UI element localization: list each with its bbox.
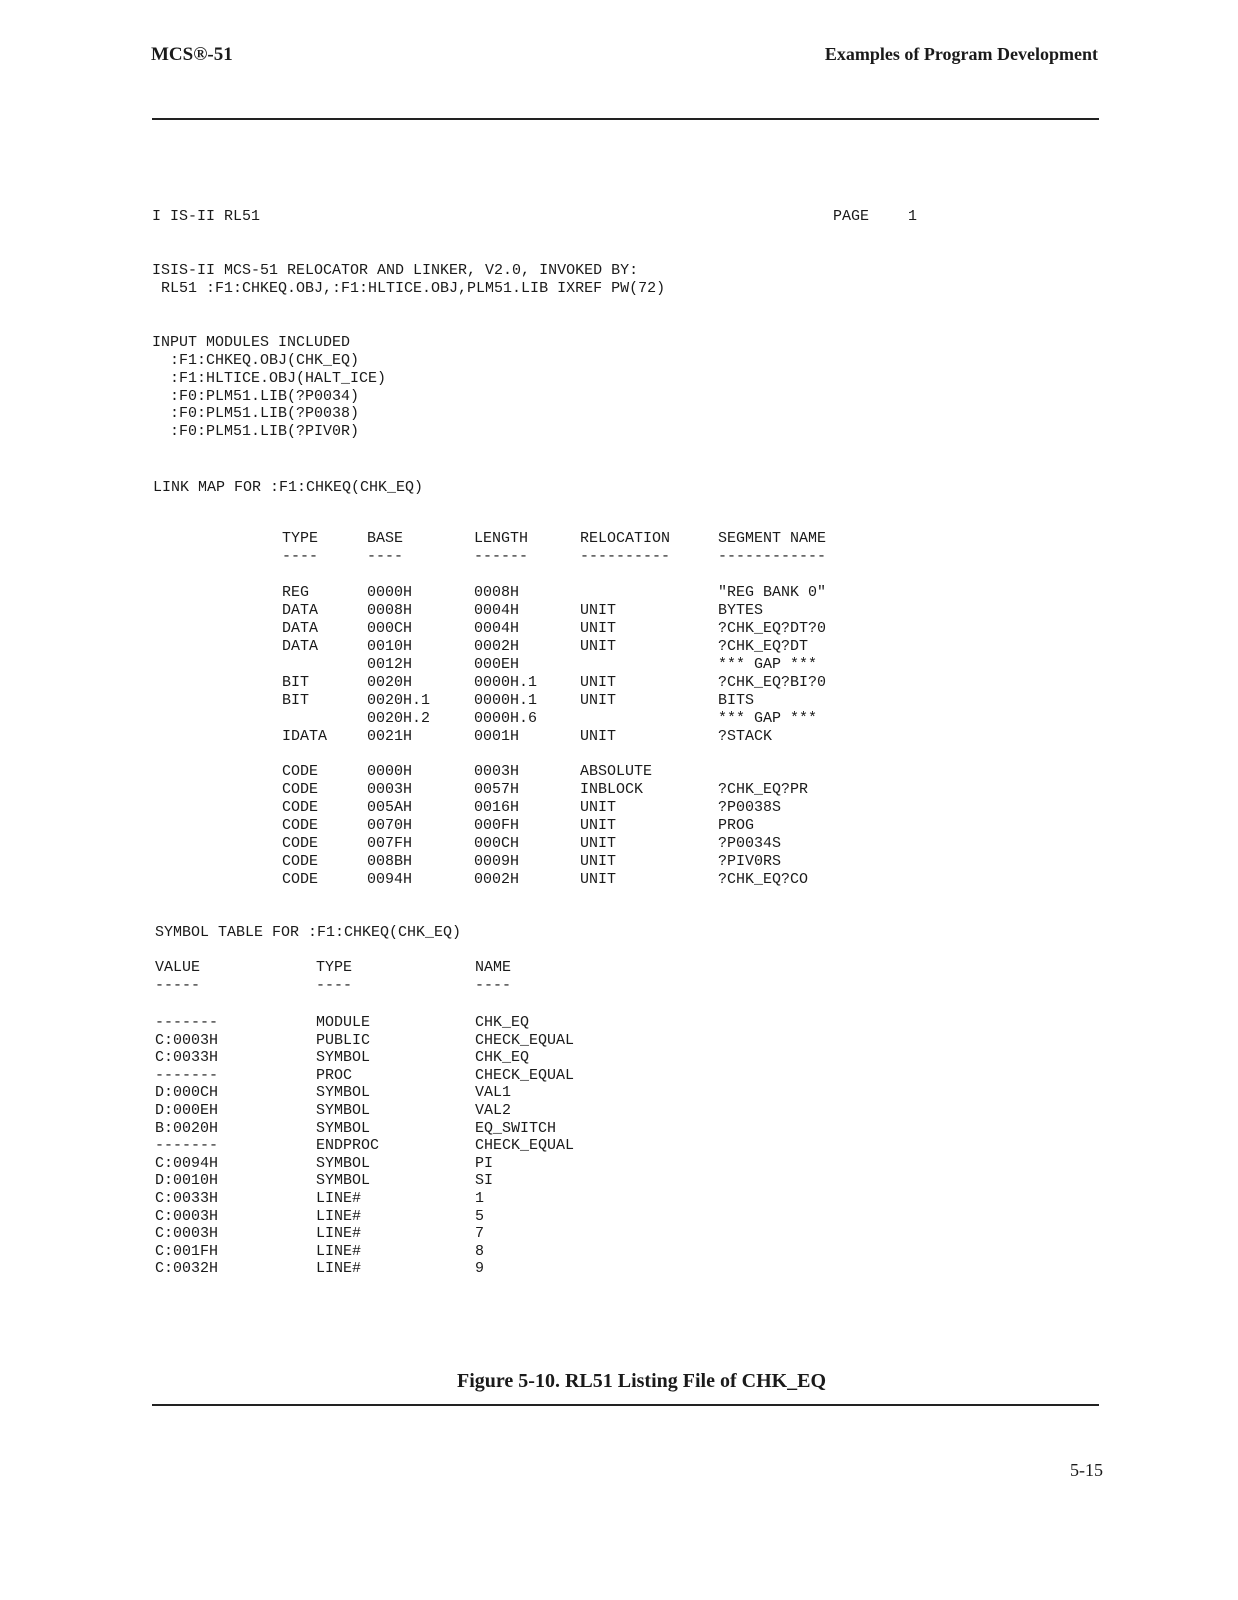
linkmap-base-cell: 008BH xyxy=(367,853,413,870)
linkmap-segment-name-cell: BITS xyxy=(718,692,755,709)
linkmap-base-cell: 0012H xyxy=(367,656,413,673)
linkmap-base-cell: 000CH xyxy=(367,620,413,637)
symtab-type-cell: SYMBOL xyxy=(316,1049,371,1067)
module-line: :F0:PLM51.LIB(?P0038) xyxy=(152,405,360,423)
linkmap-type-cell: DATA xyxy=(282,602,319,619)
linkmap-type-cell: DATA xyxy=(282,620,319,637)
listing-title: I IS-II RL51 xyxy=(152,208,261,225)
symtab-name-cell: PI xyxy=(475,1154,494,1172)
linkmap-type-cell: BIT xyxy=(282,692,310,709)
linkmap-type-cell: CODE xyxy=(282,781,319,798)
linkmap-length-cell: 0009H xyxy=(474,853,520,870)
linkmap-header-underline: ---------- xyxy=(580,548,671,565)
symtab-value-cell: C:0003H xyxy=(155,1031,219,1049)
symtab-name-cell: EQ_SWITCH xyxy=(475,1119,557,1137)
linkmap-length-cell: 0004H xyxy=(474,602,520,619)
symtab-name-cell: CHECK_EQUAL xyxy=(475,1137,575,1155)
linkmap-type-cell: BIT xyxy=(282,674,310,691)
linkmap-length-cell: 0002H xyxy=(474,638,520,655)
linkmap-relocation-cell: INBLOCK xyxy=(580,781,644,798)
linkmap-type-cell: CODE xyxy=(282,763,319,780)
linkmap-segment-name-cell: *** GAP *** xyxy=(718,710,818,727)
symtab-value-cell: D:000CH xyxy=(155,1084,219,1102)
symtab-value-cell: C:0032H xyxy=(155,1260,219,1278)
linkmap-base-cell: 0020H.1 xyxy=(367,692,431,709)
modules-title: INPUT MODULES INCLUDED xyxy=(152,334,351,351)
linkmap-segment-name-cell: ?PIV0RS xyxy=(718,853,782,870)
symtab-name-cell: CHECK_EQUAL xyxy=(475,1066,575,1084)
linkmap-type-cell: CODE xyxy=(282,799,319,816)
linkmap-segment-name-cell: ?CHK_EQ?PR xyxy=(718,781,809,798)
symtab-value-cell: C:001FH xyxy=(155,1242,219,1260)
linkmap-relocation-cell: UNIT xyxy=(580,871,617,888)
linkmap-relocation-cell: UNIT xyxy=(580,692,617,709)
linkmap-length-cell: 0003H xyxy=(474,763,520,780)
linkmap-type-cell: CODE xyxy=(282,835,319,852)
module-line: :F0:PLM51.LIB(?PIV0R) xyxy=(152,423,360,441)
symtab-value-cell: C:0003H xyxy=(155,1225,219,1243)
symtab-value-cell: D:000EH xyxy=(155,1102,219,1119)
linkmap-header-underline: ------------ xyxy=(718,548,827,565)
symtab-type-cell: SYMBOL xyxy=(316,1119,371,1137)
linkmap-header-length: LENGTH xyxy=(474,530,529,547)
linkmap-relocation-cell: ABSOLUTE xyxy=(580,763,653,780)
linkmap-segment-name-cell: ?P0034S xyxy=(718,835,782,852)
symtab-type-cell: MODULE xyxy=(316,1014,371,1031)
symtab-value-cell: D:0010H xyxy=(155,1172,219,1190)
linkmap-base-cell: 007FH xyxy=(367,835,413,852)
symtab-header-name: NAME xyxy=(475,959,512,976)
linkmap-length-cell: 0016H xyxy=(474,799,520,816)
symtab-name-cell: VAL1 xyxy=(475,1084,512,1102)
module-line: :F1:HLTICE.OBJ(HALT_ICE) xyxy=(152,369,387,387)
linkmap-type-cell: CODE xyxy=(282,853,319,870)
running-header-left: MCS®-51 xyxy=(151,44,233,65)
page-number-listing: 1 xyxy=(908,208,918,225)
symtab-value-cell: ------- xyxy=(155,1066,219,1084)
linkmap-segment-name-cell: *** GAP *** xyxy=(718,656,818,673)
linkmap-base-cell: 0020H.2 xyxy=(367,710,431,727)
linkmap-segment-name-cell: ?STACK xyxy=(718,728,773,745)
symtab-name-cell: CHK_EQ xyxy=(475,1049,530,1067)
linkmap-length-cell: 000EH xyxy=(474,656,520,673)
symtab-type-cell: SYMBOL xyxy=(316,1172,371,1190)
linkmap-header-underline: ------ xyxy=(474,548,529,565)
running-header-right: Examples of Program Development xyxy=(824,44,1098,64)
linkmap-base-cell: 005AH xyxy=(367,799,413,816)
linkmap-header-underline: ---- xyxy=(367,548,404,565)
symtab-value-cell: C:0003H xyxy=(155,1207,219,1225)
linkmap-type-cell: REG xyxy=(282,584,310,601)
symtab-value-cell: C:0094H xyxy=(155,1154,219,1172)
symtab-title: SYMBOL TABLE FOR :F1:CHKEQ(CHK_EQ) xyxy=(155,924,462,941)
symtab-name-cell: 1 xyxy=(475,1190,485,1207)
linkmap-length-cell: 0002H xyxy=(474,871,520,888)
linkmap-base-cell: 0010H xyxy=(367,638,413,655)
caption-rule xyxy=(152,1404,1099,1406)
linkmap-header-type: TYPE xyxy=(282,530,319,547)
symtab-type-cell: LINE# xyxy=(316,1207,362,1225)
symtab-name-cell: CHK_EQ xyxy=(475,1014,530,1031)
linkmap-relocation-cell: UNIT xyxy=(580,817,617,834)
linkmap-type-cell: IDATA xyxy=(282,728,328,745)
linkmap-base-cell: 0000H xyxy=(367,584,413,601)
linkmap-base-cell: 0094H xyxy=(367,871,413,888)
linkmap-base-cell: 0021H xyxy=(367,728,413,745)
linkmap-relocation-cell: UNIT xyxy=(580,602,617,619)
symtab-value-cell: ------- xyxy=(155,1137,219,1155)
linkmap-type-cell: DATA xyxy=(282,638,319,655)
linkmap-base-cell: 0008H xyxy=(367,602,413,619)
linkmap-base-cell: 0003H xyxy=(367,781,413,798)
symtab-header-underline: ---- xyxy=(475,977,512,994)
symtab-header-type: TYPE xyxy=(316,959,353,976)
symtab-type-cell: LINE# xyxy=(316,1242,362,1260)
linkmap-base-cell: 0020H xyxy=(367,674,413,691)
linkmap-relocation-cell: UNIT xyxy=(580,853,617,870)
symtab-value-cell: C:0033H xyxy=(155,1190,219,1207)
symtab-value-cell: C:0033H xyxy=(155,1049,219,1067)
symtab-name-cell: 7 xyxy=(475,1225,485,1243)
linkmap-type-cell: CODE xyxy=(282,871,319,888)
symtab-value-cell: ------- xyxy=(155,1014,219,1031)
invoke-line-1: ISIS-II MCS-51 RELOCATOR AND LINKER, V2.0, INVOKED BY: xyxy=(152,262,639,279)
linkmap-relocation-cell: UNIT xyxy=(580,620,617,637)
symtab-name-cell: SI xyxy=(475,1172,494,1190)
linkmap-length-cell: 0004H xyxy=(474,620,520,637)
linkmap-segment-name-cell: BYTES xyxy=(718,602,764,619)
linkmap-relocation-cell: UNIT xyxy=(580,728,617,745)
linkmap-segment-name-cell: ?P0038S xyxy=(718,799,782,816)
symtab-name-cell: 8 xyxy=(475,1242,485,1260)
symtab-type-cell: SYMBOL xyxy=(316,1084,371,1102)
symtab-name-cell: VAL2 xyxy=(475,1102,512,1119)
symtab-type-cell: LINE# xyxy=(316,1225,362,1243)
linkmap-segment-name-cell: "REG BANK 0" xyxy=(718,584,827,601)
symtab-type-cell: SYMBOL xyxy=(316,1154,371,1172)
linkmap-header-relocation: RELOCATION xyxy=(580,530,671,547)
linkmap-relocation-cell: UNIT xyxy=(580,835,617,852)
linkmap-length-cell: 000FH xyxy=(474,817,520,834)
page-number: 5-15 xyxy=(1070,1460,1103,1480)
symtab-type-cell: PUBLIC xyxy=(316,1031,371,1049)
linkmap-length-cell: 0000H.1 xyxy=(474,674,538,691)
symtab-type-cell: LINE# xyxy=(316,1190,362,1207)
module-line: :F0:PLM51.LIB(?P0034) xyxy=(152,387,360,405)
invoke-line-2: RL51 :F1:CHKEQ.OBJ,:F1:HLTICE.OBJ,PLM51.LIB IXREF PW(72) xyxy=(152,280,666,297)
linkmap-length-cell: 0000H.6 xyxy=(474,710,538,727)
page-label: PAGE xyxy=(833,208,870,225)
linkmap-header-segment-name: SEGMENT NAME xyxy=(718,530,827,547)
linkmap-relocation-cell: UNIT xyxy=(580,799,617,816)
symtab-type-cell: LINE# xyxy=(316,1260,362,1278)
symtab-header-underline: ---- xyxy=(316,977,353,994)
linkmap-segment-name-cell: ?CHK_EQ?DT xyxy=(718,638,809,655)
linkmap-relocation-cell: UNIT xyxy=(580,674,617,691)
header-rule xyxy=(152,118,1099,120)
linkmap-segment-name-cell: ?CHK_EQ?CO xyxy=(718,871,809,888)
symtab-type-cell: SYMBOL xyxy=(316,1102,371,1119)
module-line: :F1:CHKEQ.OBJ(CHK_EQ) xyxy=(152,352,360,369)
symtab-header-value: VALUE xyxy=(155,959,201,976)
symtab-name-cell: 9 xyxy=(475,1260,485,1278)
symtab-type-cell: PROC xyxy=(316,1066,353,1084)
linkmap-title: LINK MAP FOR :F1:CHKEQ(CHK_EQ) xyxy=(153,479,424,496)
symtab-type-cell: ENDPROC xyxy=(316,1137,380,1155)
linkmap-base-cell: 0000H xyxy=(367,763,413,780)
linkmap-length-cell: 0000H.1 xyxy=(474,692,538,709)
linkmap-type-cell: CODE xyxy=(282,817,319,834)
linkmap-length-cell: 0008H xyxy=(474,584,520,601)
symtab-name-cell: CHECK_EQUAL xyxy=(475,1031,575,1049)
linkmap-segment-name-cell: ?CHK_EQ?DT?0 xyxy=(718,620,827,637)
linkmap-relocation-cell: UNIT xyxy=(580,638,617,655)
linkmap-length-cell: 0001H xyxy=(474,728,520,745)
linkmap-length-cell: 0057H xyxy=(474,781,520,798)
linkmap-header-underline: ---- xyxy=(282,548,319,565)
symtab-header-underline: ----- xyxy=(155,977,201,994)
linkmap-base-cell: 0070H xyxy=(367,817,413,834)
linkmap-length-cell: 000CH xyxy=(474,835,520,852)
linkmap-segment-name-cell: ?CHK_EQ?BI?0 xyxy=(718,674,827,691)
linkmap-header-base: BASE xyxy=(367,530,404,547)
figure-caption: Figure 5-10. RL51 Listing File of CHK_EQ xyxy=(457,1370,827,1392)
symtab-name-cell: 5 xyxy=(475,1207,485,1225)
linkmap-segment-name-cell: PROG xyxy=(718,817,755,834)
symtab-value-cell: B:0020H xyxy=(155,1119,219,1137)
